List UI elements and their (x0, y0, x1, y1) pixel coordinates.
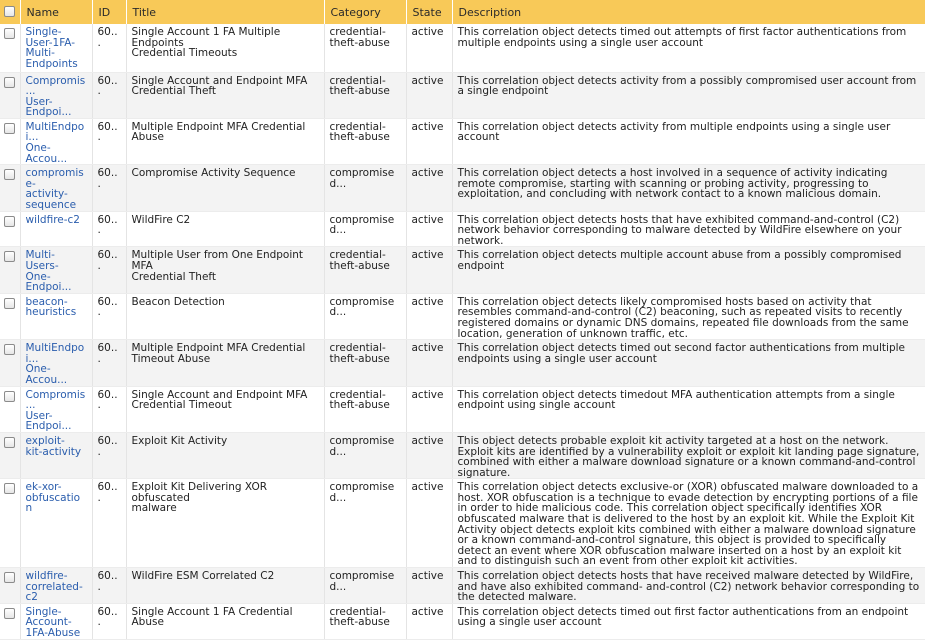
title-cell (126, 340, 324, 386)
title-line: malware (131, 502, 177, 515)
row-checkbox[interactable] (4, 169, 15, 180)
row-select-cell[interactable] (0, 479, 20, 568)
category-cell (324, 432, 406, 478)
title-cell (126, 293, 324, 339)
row-checkbox[interactable] (4, 391, 15, 402)
title-cell (126, 165, 324, 211)
table-row[interactable] (0, 479, 925, 568)
object-name-link[interactable]: Multi- (25, 47, 55, 60)
row-select-cell[interactable] (0, 340, 20, 386)
category-line: theft-abuse (329, 85, 390, 98)
id-cell: 60... (92, 211, 126, 247)
category-line: compromised... (329, 481, 395, 504)
table-row[interactable] (0, 340, 925, 386)
category-line: credential- (329, 605, 386, 618)
title-line: Beacon Detection (131, 295, 225, 308)
id-cell: 60... (92, 24, 126, 72)
description-cell: This correlation object detects activity from multiple endpoints using a single user account (452, 118, 925, 164)
description-cell: This correlation object detects timed out first factor authentications from an endpoint using a single user account (452, 603, 925, 639)
table-row[interactable] (0, 72, 925, 118)
state-cell: active (406, 211, 452, 247)
description-cell: This object detects probable exploit kit activity targeted at a host on the network. Exploit kits are identified by a vulnerability exploit or exploit kit landing page signature, combined with either a malware download signature or a known command-and-control signature. (452, 432, 925, 478)
category-line: theft-abuse (329, 36, 390, 49)
title-line: Single Account 1 FA Credential Abuse (131, 605, 293, 629)
title-line: Multiple Endpoint MFA Credential (131, 342, 306, 355)
row-checkbox[interactable] (4, 483, 15, 494)
description-cell: This correlation object detects exclusive-or (XOR) obfuscated malware downloaded to a host. XOR obfuscation is a technique to evade detection by encrypting portions of a file in order to hide malicious code. This correlation object specifically identifies XOR obfuscated malware that is delivered to the host by an exploit kit. While the Exploit Kit Activity object detects exploit kits combined with either a malware download signature or a known command-and-control signature, this object is provided to specifically detect an event where XOR obfuscation malware inserted on a host by an exploit kit and to distinguish such an event from other exploit kit activities. (452, 479, 925, 568)
title-line: Credential Timeouts (131, 47, 238, 60)
row-select-cell[interactable] (0, 72, 20, 118)
row-checkbox[interactable] (4, 572, 15, 583)
state-cell: active (406, 247, 452, 293)
name-cell (20, 479, 92, 568)
name-cell (20, 118, 92, 164)
category-line: compromised... (329, 167, 395, 190)
title-cell (126, 247, 324, 293)
title-line: Credential Theft (131, 270, 217, 283)
table-header-row (0, 0, 925, 24)
category-cell (324, 340, 406, 386)
column-header-category[interactable]: Category (324, 0, 406, 24)
name-cell (20, 340, 92, 386)
object-name-link[interactable]: Compromis... (25, 74, 86, 98)
category-line: theft-abuse (329, 399, 390, 412)
name-cell (20, 386, 92, 432)
row-select-cell[interactable] (0, 293, 20, 339)
category-cell (324, 24, 406, 72)
column-header-id[interactable]: ID (92, 0, 126, 24)
object-name-link[interactable]: 1FA-Abuse (25, 627, 81, 639)
description-cell: This correlation object detects timed out attempts of first factor authentications from multiple endpoints using a single user account (452, 24, 925, 72)
state-cell: active (406, 568, 452, 604)
name-cell (20, 72, 92, 118)
description-cell: This correlation object detects multiple account abuse from a possibly compromised endpoint (452, 247, 925, 293)
row-checkbox[interactable] (4, 123, 15, 134)
title-line: WildFire C2 (131, 213, 191, 226)
object-name-link[interactable]: MultiEndpoi... (25, 342, 85, 365)
state-cell: active (406, 293, 452, 339)
select-all-checkbox[interactable] (4, 6, 15, 17)
object-name-link[interactable]: One-Accou... (25, 142, 68, 165)
table-row[interactable] (0, 293, 925, 339)
state-cell: active (406, 432, 452, 478)
id-cell: 60... (92, 386, 126, 432)
title-cell (126, 72, 324, 118)
state-cell: active (406, 340, 452, 386)
object-name-link[interactable]: Endpoints (25, 57, 78, 70)
category-cell (324, 247, 406, 293)
object-name-link[interactable]: activity- (25, 188, 68, 201)
title-cell (126, 386, 324, 432)
object-name-link[interactable]: exploit- (25, 434, 65, 447)
row-select-cell[interactable] (0, 568, 20, 604)
object-name-link[interactable]: compromise- (25, 167, 84, 190)
state-cell: active (406, 165, 452, 211)
row-checkbox[interactable] (4, 28, 15, 39)
title-cell (126, 118, 324, 164)
name-cell (20, 211, 92, 247)
select-all-header[interactable] (0, 0, 20, 24)
object-name-link[interactable]: Compromis... (25, 388, 86, 412)
object-name-link[interactable]: Single- (25, 605, 62, 618)
row-checkbox[interactable] (4, 251, 15, 262)
category-cell (324, 603, 406, 639)
title-line: WildFire ESM Correlated C2 (131, 570, 275, 583)
object-name-link[interactable]: wildfire- (25, 570, 68, 583)
category-line: credential- (329, 120, 386, 133)
title-line: Single Account and Endpoint MFA (131, 74, 308, 87)
category-cell (324, 568, 406, 604)
state-cell: active (406, 24, 452, 72)
table-row[interactable] (0, 432, 925, 478)
column-header-description[interactable]: Description (452, 0, 925, 24)
title-line: Single Account 1 FA Multiple Endpoints (131, 26, 281, 49)
row-checkbox[interactable] (4, 298, 15, 309)
description-cell: This correlation object detects timedout MFA authentication attempts from a single endpoint using single account (452, 386, 925, 432)
category-cell (324, 293, 406, 339)
title-cell (126, 432, 324, 478)
row-select-cell[interactable] (0, 247, 20, 293)
title-line: Exploit Kit Activity (131, 434, 228, 447)
name-cell (20, 293, 92, 339)
description-cell: This correlation object detects timed out second factor authentications from multiple endpoints using a single user account (452, 340, 925, 386)
title-line: Credential Theft (131, 85, 217, 98)
state-cell: active (406, 479, 452, 568)
object-name-link[interactable]: One-Accou... (25, 363, 68, 386)
category-line: credential- (329, 26, 386, 38)
id-cell: 60... (92, 340, 126, 386)
title-line: Single Account and Endpoint MFA (131, 388, 308, 401)
id-cell: 60... (92, 118, 126, 164)
object-name-link[interactable]: obfuscation (25, 491, 81, 515)
object-name-link[interactable]: Multi-Users- (25, 249, 59, 272)
category-cell (324, 211, 406, 247)
table-row[interactable] (0, 118, 925, 164)
state-cell: active (406, 603, 452, 639)
name-cell (20, 165, 92, 211)
state-cell: active (406, 72, 452, 118)
object-name-link[interactable]: correlated-c2 (25, 580, 83, 604)
description-cell: This correlation object detects hosts that have received malware detected by WildFire, and have also exhibited command- and-control (C2) network behavior corresponding to the detected malware. (452, 568, 925, 604)
name-cell (20, 432, 92, 478)
table-row[interactable] (0, 603, 925, 639)
name-cell (20, 24, 92, 72)
column-header-state[interactable]: State (406, 0, 452, 24)
category-line: credential- (329, 342, 386, 355)
object-name-link[interactable]: MultiEndpoi... (25, 120, 85, 144)
object-name-link[interactable]: User-Endpoi... (25, 409, 72, 433)
row-select-cell[interactable] (0, 211, 20, 247)
object-name-link[interactable]: User-Endpoi... (25, 95, 72, 119)
object-name-link[interactable]: ek-xor- (25, 481, 62, 494)
id-cell: 60... (92, 568, 126, 604)
row-select-cell[interactable] (0, 165, 20, 211)
table-row[interactable] (0, 211, 925, 247)
category-cell (324, 118, 406, 164)
category-line: credential- (329, 388, 386, 401)
object-name-link[interactable]: kit-activity (25, 445, 82, 458)
object-name-link[interactable]: Single- (25, 26, 62, 38)
description-cell: This correlation object detects activity from a possibly compromised user account from a single endpoint (452, 72, 925, 118)
table-row[interactable] (0, 386, 925, 432)
row-select-cell[interactable] (0, 24, 20, 72)
id-cell: 60... (92, 432, 126, 478)
row-select-cell[interactable] (0, 432, 20, 478)
description-cell: This correlation object detects hosts that have exhibited command-and-control (C2) network behavior corresponding to malware detected by WildFire elsewhere on your network. (452, 211, 925, 247)
table-row[interactable] (0, 247, 925, 293)
category-line: theft-abuse (329, 616, 390, 629)
title-cell (126, 568, 324, 604)
row-checkbox[interactable] (4, 608, 15, 619)
name-cell (20, 247, 92, 293)
object-name-link[interactable]: One-Endpoi... (25, 270, 72, 294)
title-line: Credential Timeout (131, 399, 232, 412)
category-line: compromised... (329, 434, 395, 458)
id-cell: 60... (92, 165, 126, 211)
row-select-cell[interactable] (0, 603, 20, 639)
title-line: Timeout Abuse (131, 352, 211, 365)
table-row[interactable] (0, 24, 925, 72)
object-name-link[interactable]: beacon- (25, 295, 68, 308)
title-cell (126, 24, 324, 72)
description-cell: This correlation object detects a host involved in a sequence of activity indicating remote compromise, starting with scanning or probing activity, progressing to exploitation, and concluding with network contact to a known malicious domain. (452, 165, 925, 211)
title-cell (126, 211, 324, 247)
row-checkbox[interactable] (4, 77, 15, 88)
id-cell: 60... (92, 479, 126, 568)
object-name-link[interactable]: heuristics (25, 306, 77, 319)
title-cell (126, 479, 324, 568)
category-line: theft-abuse (329, 260, 390, 272)
object-name-link[interactable]: sequence (25, 199, 77, 212)
title-line: Exploit Kit Delivering XOR obfuscated (131, 481, 268, 504)
category-line: theft-abuse (329, 131, 390, 144)
category-line: compromised... (329, 295, 395, 319)
row-select-cell[interactable] (0, 118, 20, 164)
title-line: Compromise Activity Sequence (131, 167, 296, 180)
title-line: Multiple User from One Endpoint MFA (131, 249, 304, 272)
table-row[interactable] (0, 165, 925, 211)
state-cell: active (406, 118, 452, 164)
category-line: credential- (329, 249, 386, 262)
category-cell (324, 386, 406, 432)
category-line: compromised... (329, 570, 395, 593)
category-cell (324, 72, 406, 118)
id-cell: 60... (92, 293, 126, 339)
category-cell (324, 479, 406, 568)
table-body (0, 24, 925, 639)
name-cell (20, 603, 92, 639)
object-name-link[interactable]: Account- (25, 616, 72, 629)
title-cell (126, 603, 324, 639)
table-row[interactable] (0, 568, 925, 604)
id-cell: 60... (92, 72, 126, 118)
id-cell: 60... (92, 247, 126, 293)
category-line: theft-abuse (329, 352, 390, 365)
state-cell: active (406, 386, 452, 432)
row-checkbox[interactable] (4, 216, 15, 227)
column-header-name[interactable]: Name (20, 0, 92, 24)
row-checkbox[interactable] (4, 437, 15, 448)
category-cell (324, 165, 406, 211)
row-select-cell[interactable] (0, 386, 20, 432)
category-line: credential- (329, 74, 386, 87)
title-line: Multiple Endpoint MFA Credential Abuse (131, 120, 306, 144)
object-name-link[interactable]: User-1FA- (25, 36, 76, 49)
name-cell (20, 568, 92, 604)
description-cell: This correlation object detects likely compromised hosts based on activity that resembles command-and-control (C2) beaconing, such as repeated visits to recently registered domains or dynamic DNS domains, repeated file downloads from the same location, generation of unknown traffic, etc. (452, 293, 925, 339)
object-name-link[interactable]: wildfire-c2 (25, 213, 80, 226)
category-line: compromised... (329, 213, 395, 237)
column-header-title[interactable]: Title (126, 0, 324, 24)
row-checkbox[interactable] (4, 344, 15, 355)
id-cell: 60... (92, 603, 126, 639)
